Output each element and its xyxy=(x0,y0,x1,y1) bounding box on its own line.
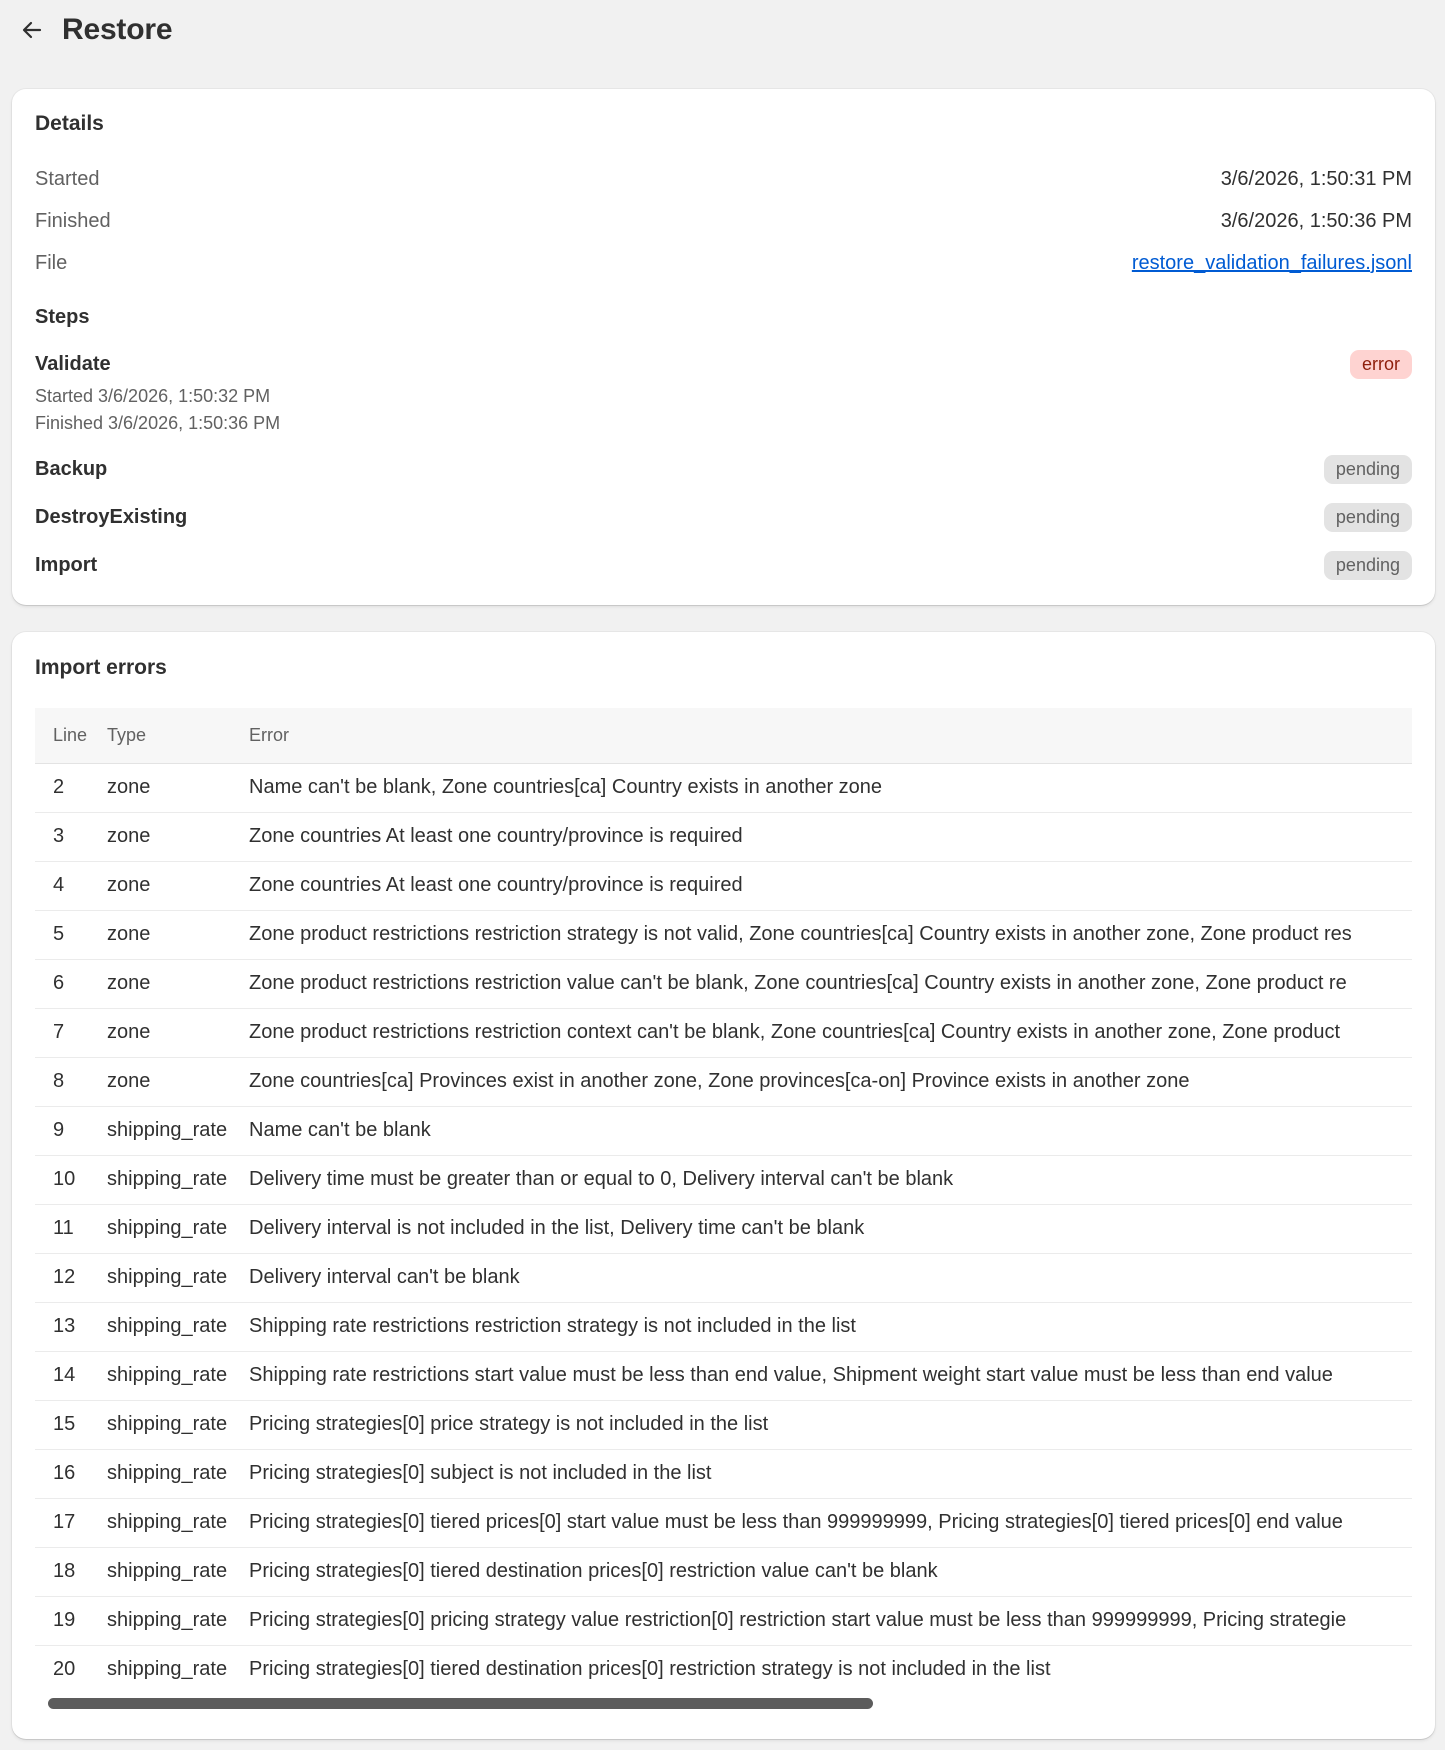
row-type-cell: zone xyxy=(107,910,249,959)
errors-table-body xyxy=(35,763,1412,1682)
column-header-error: Error xyxy=(249,708,1412,763)
table-row xyxy=(35,812,1412,861)
file-download-link[interactable]: restore_validation_failures.jsonl xyxy=(1131,252,1412,274)
row-line-cell: 15 xyxy=(35,1400,107,1449)
column-header-type: Type xyxy=(107,708,249,763)
step-import-name: Import xyxy=(35,554,98,576)
row-error-cell: Zone product restrictions restriction value can't be blank, Zone countries[ca] Country exists in another zone, Zone product re xyxy=(249,959,1412,1008)
row-type-cell: shipping_rate xyxy=(107,1106,249,1155)
steps-heading: Steps xyxy=(35,306,90,328)
row-line-cell: 2 xyxy=(35,763,107,812)
import-errors-heading: Import errors xyxy=(35,656,167,679)
row-error-cell: Pricing strategies[0] tiered prices[0] start value must be less than 999999999, Pricing strategies[0] tiered prices[0] end value xyxy=(249,1498,1412,1547)
page-title: Restore xyxy=(62,13,173,46)
row-error-cell: Shipping rate restrictions restriction strategy is not included in the list xyxy=(249,1302,1412,1351)
row-line-cell: 17 xyxy=(35,1498,107,1547)
table-row xyxy=(35,1498,1412,1547)
row-error-cell: Pricing strategies[0] price strategy is not included in the list xyxy=(249,1400,1412,1449)
row-type-cell: zone xyxy=(107,763,249,812)
table-row xyxy=(35,763,1412,812)
row-error-cell: Zone countries At least one country/province is required xyxy=(249,812,1412,861)
row-error-cell: Delivery time must be greater than or equal to 0, Delivery interval can't be blank xyxy=(249,1155,1412,1204)
row-line-cell: 3 xyxy=(35,812,107,861)
row-line-cell: 10 xyxy=(35,1155,107,1204)
file-label: File xyxy=(35,252,68,274)
details-card xyxy=(12,89,1435,605)
table-row xyxy=(35,1008,1412,1057)
table-row xyxy=(35,1351,1412,1400)
row-type-cell: zone xyxy=(107,812,249,861)
row-line-cell: 8 xyxy=(35,1057,107,1106)
row-error-cell: Zone product restrictions restriction context can't be blank, Zone countries[ca] Country exists in another zone, Zone product xyxy=(249,1008,1412,1057)
row-type-cell: zone xyxy=(107,1008,249,1057)
row-type-cell: shipping_rate xyxy=(107,1547,249,1596)
details-heading: Details xyxy=(35,112,104,135)
started-value: 3/6/2026, 1:50:31 PM xyxy=(1220,168,1412,190)
row-type-cell: zone xyxy=(107,861,249,910)
table-row xyxy=(35,1547,1412,1596)
table-row xyxy=(35,1449,1412,1498)
row-line-cell: 11 xyxy=(35,1204,107,1253)
scrollbar-thumb[interactable] xyxy=(48,1698,873,1709)
row-type-cell: shipping_rate xyxy=(107,1645,249,1682)
step-destroyexisting-name: DestroyExisting xyxy=(35,506,188,528)
row-error-cell: Name can't be blank, Zone countries[ca] Country exists in another zone xyxy=(249,763,1412,812)
table-row xyxy=(35,1106,1412,1155)
row-type-cell: zone xyxy=(107,1057,249,1106)
finished-label: Finished xyxy=(35,210,111,232)
row-error-cell: Delivery interval can't be blank xyxy=(249,1253,1412,1302)
row-line-cell: 13 xyxy=(35,1302,107,1351)
row-type-cell: shipping_rate xyxy=(107,1155,249,1204)
step-validate-name: Validate xyxy=(35,353,111,375)
row-line-cell: 18 xyxy=(35,1547,107,1596)
row-line-cell: 16 xyxy=(35,1449,107,1498)
table-row xyxy=(35,910,1412,959)
step-backup-status-badge: pending xyxy=(1324,455,1412,484)
row-type-cell: shipping_rate xyxy=(107,1498,249,1547)
step-validate-started: Started 3/6/2026, 1:50:32 PM xyxy=(35,386,271,406)
table-row xyxy=(35,1155,1412,1204)
table-row xyxy=(35,1400,1412,1449)
row-error-cell: Zone countries At least one country/province is required xyxy=(249,861,1412,910)
errors-table xyxy=(35,708,1412,1682)
table-row xyxy=(35,959,1412,1008)
row-line-cell: 4 xyxy=(35,861,107,910)
row-type-cell: shipping_rate xyxy=(107,1400,249,1449)
row-error-cell: Pricing strategies[0] subject is not included in the list xyxy=(249,1449,1412,1498)
page-header xyxy=(18,10,172,50)
row-line-cell: 5 xyxy=(35,910,107,959)
step-destroyexisting-status-badge: pending xyxy=(1324,503,1412,532)
table-row xyxy=(35,1057,1412,1106)
arrow-left-icon xyxy=(20,18,44,42)
row-type-cell: shipping_rate xyxy=(107,1302,249,1351)
step-validate-status-badge: error xyxy=(1350,350,1412,379)
row-line-cell: 6 xyxy=(35,959,107,1008)
row-error-cell: Delivery interval is not included in the list, Delivery time can't be blank xyxy=(249,1204,1412,1253)
row-error-cell: Pricing strategies[0] pricing strategy value restriction[0] restriction start value must be less than 999999999, Pricing strategie xyxy=(249,1596,1412,1645)
row-line-cell: 20 xyxy=(35,1645,107,1682)
table-row xyxy=(35,1645,1412,1682)
errors-table-scroll-area[interactable] xyxy=(35,708,1412,1682)
step-backup-name: Backup xyxy=(35,458,108,480)
row-error-cell: Pricing strategies[0] tiered destination prices[0] restriction strategy is not included in the list xyxy=(249,1645,1412,1682)
step-validate-finished: Finished 3/6/2026, 1:50:36 PM xyxy=(35,413,281,433)
finished-value: 3/6/2026, 1:50:36 PM xyxy=(1220,210,1412,232)
row-line-cell: 7 xyxy=(35,1008,107,1057)
row-type-cell: shipping_rate xyxy=(107,1204,249,1253)
table-row xyxy=(35,1253,1412,1302)
horizontal-scrollbar[interactable] xyxy=(35,1696,1412,1710)
row-type-cell: shipping_rate xyxy=(107,1351,249,1400)
row-error-cell: Pricing strategies[0] tiered destination prices[0] restriction value can't be blank xyxy=(249,1547,1412,1596)
row-type-cell: shipping_rate xyxy=(107,1596,249,1645)
import-errors-card xyxy=(12,632,1435,1739)
table-row xyxy=(35,1302,1412,1351)
row-type-cell: zone xyxy=(107,959,249,1008)
started-label: Started xyxy=(35,168,100,190)
row-error-cell: Name can't be blank xyxy=(249,1106,1412,1155)
errors-table-header-row xyxy=(35,708,1412,763)
table-row xyxy=(35,861,1412,910)
row-type-cell: shipping_rate xyxy=(107,1449,249,1498)
table-row xyxy=(35,1596,1412,1645)
row-line-cell: 9 xyxy=(35,1106,107,1155)
column-header-line: Line xyxy=(35,708,107,763)
row-line-cell: 19 xyxy=(35,1596,107,1645)
row-error-cell: Shipping rate restrictions start value must be less than end value, Shipment weight start value must be less than end value xyxy=(249,1351,1412,1400)
row-line-cell: 12 xyxy=(35,1253,107,1302)
table-row xyxy=(35,1204,1412,1253)
back-button[interactable] xyxy=(18,16,46,44)
row-error-cell: Zone product restrictions restriction strategy is not valid, Zone countries[ca] Country exists in another zone, Zone product res xyxy=(249,910,1412,959)
step-import-status-badge: pending xyxy=(1324,551,1412,580)
row-error-cell: Zone countries[ca] Provinces exist in another zone, Zone provinces[ca-on] Province exists in another zone xyxy=(249,1057,1412,1106)
row-line-cell: 14 xyxy=(35,1351,107,1400)
row-type-cell: shipping_rate xyxy=(107,1253,249,1302)
